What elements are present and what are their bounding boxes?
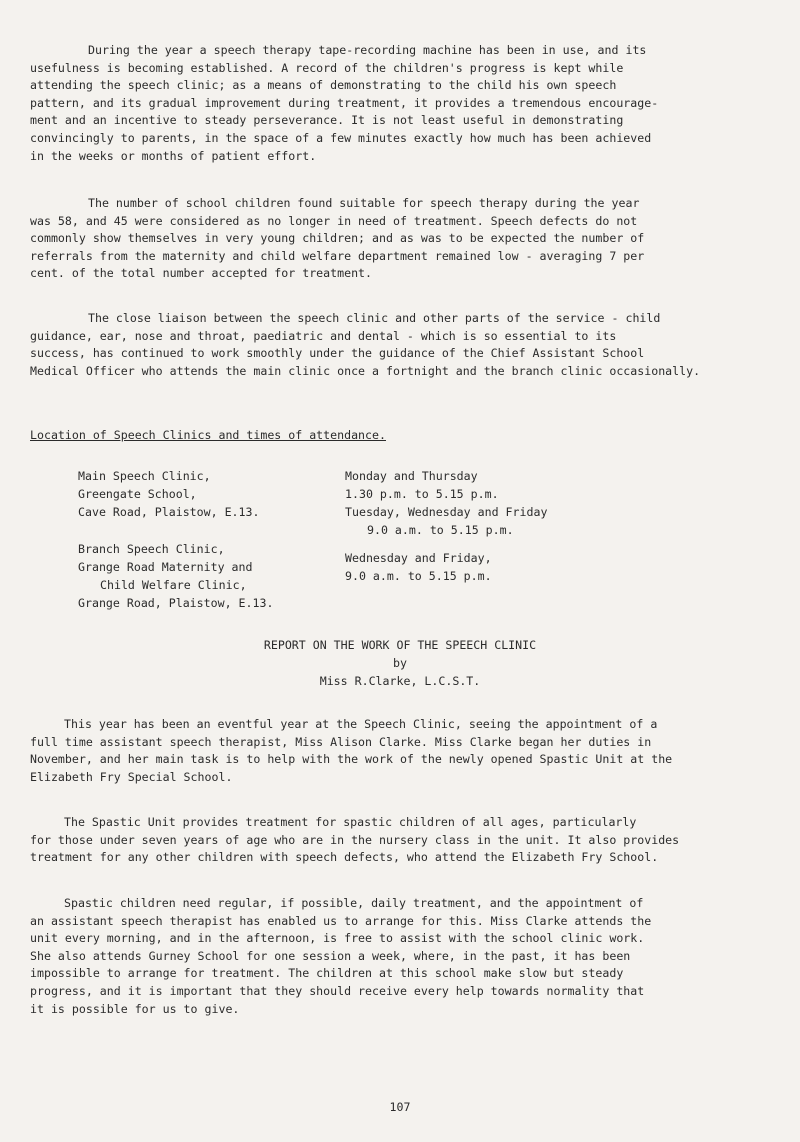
text-line: commonly show themselves in very young children; and as was to be expected the number of xyxy=(30,231,645,246)
text-line: Medical Officer who attends the main clinic once a fortnight and the branch clinic occasionally. xyxy=(30,363,701,378)
text-line: convincingly to parents, in the space of a few minutes exactly how much has been achieved xyxy=(30,130,652,145)
text-line: Cave Road, Plaistow, E.13. xyxy=(78,505,260,519)
page-number: 107 xyxy=(389,1100,411,1114)
paragraph-tape-recording xyxy=(30,42,770,165)
text-line: full time assistant speech therapist, Miss Alison Clarke. Miss Clarke began her duties in xyxy=(30,734,652,749)
text-line: 1.30 p.m. to 5.15 p.m. xyxy=(345,487,499,501)
main-clinic-times xyxy=(345,467,547,539)
branch-clinic-times xyxy=(345,549,492,585)
text-line: Main Speech Clinic, xyxy=(78,469,211,483)
branch-clinic-address xyxy=(78,540,273,612)
text-line: progress, and it is important that they should receive every help towards normality that xyxy=(30,983,645,998)
text-line: Spastic children need regular, if possible, daily treatment, and the appointment of xyxy=(64,896,644,910)
text-line: The number of school children found suitable for speech therapy during the year xyxy=(88,196,640,210)
text-line: Branch Speech Clinic, xyxy=(78,542,225,556)
text-line: treatment for any other children with speech defects, who attend the Elizabeth Fry School. xyxy=(30,850,659,865)
text-line: it is possible for us to give. xyxy=(30,1001,240,1016)
text-line: The close liaison between the speech clinic and other parts of the service - child xyxy=(88,311,661,325)
text-line: for those under seven years of age who are in the nursery class in the unit. It also provides xyxy=(30,832,680,847)
text-line: Grange Road Maternity and xyxy=(78,560,253,574)
paragraph-spastic-unit xyxy=(30,814,770,867)
text-line: ment and an incentive to steady perseverance. It is not least useful in demonstrating xyxy=(30,113,624,128)
text-line: Greengate School, xyxy=(78,487,197,501)
text-line: cent. of the total number accepted for treatment. xyxy=(30,266,373,281)
report-title: REPORT ON THE WORK OF THE SPEECH CLINIC xyxy=(263,638,537,652)
text-line: an assistant speech therapist has enabled us to arrange for this. Miss Clarke attends the xyxy=(30,913,652,928)
text-line: guidance, ear, nose and throat, paediatric and dental - which is so essential to its xyxy=(30,328,617,343)
text-line: November, and her main task is to help with the work of the newly opened Spastic Unit at the xyxy=(30,752,673,767)
text-line: referrals from the maternity and child welfare department remained low - averaging 7 per xyxy=(30,248,645,263)
location-heading: Location of Speech Clinics and times of attendance. xyxy=(30,428,386,442)
text-line: During the year a speech therapy tape-recording machine has been in use, and its xyxy=(88,43,647,57)
text-line: was 58, and 45 were considered as no longer in need of treatment. Speech defects do not xyxy=(30,213,638,228)
text-line: Grange Road, Plaistow, E.13. xyxy=(78,596,274,610)
text-line: attending the speech clinic; as a means of demonstrating to the child his own speech xyxy=(30,78,617,93)
report-author: Miss R.Clarke, L.C.S.T. xyxy=(319,674,481,688)
text-line: 9.0 a.m. to 5.15 p.m. xyxy=(345,569,492,583)
text-line: usefulness is becoming established. A record of the children's progress is kept while xyxy=(30,60,624,75)
paragraph-school-children xyxy=(30,195,770,283)
main-clinic-address xyxy=(78,467,259,521)
text-line: impossible to arrange for treatment. The children at this school make slow but steady xyxy=(30,966,624,981)
text-line: in the weeks or months of patient effort. xyxy=(30,148,317,163)
report-by: by xyxy=(393,656,407,670)
text-line: pattern, and its gradual improvement during treatment, it provides a tremendous encourage- xyxy=(30,95,659,110)
text-line: This year has been an eventful year at the Speech Clinic, seeing the appointment of a xyxy=(64,717,658,731)
paragraph-spastic-children xyxy=(30,895,770,1018)
text-line: The Spastic Unit provides treatment for spastic children of all ages, particularly xyxy=(64,815,637,829)
text-line: Child Welfare Clinic, xyxy=(100,578,247,592)
paragraph-eventful-year xyxy=(30,716,770,786)
paragraph-liaison xyxy=(30,310,770,380)
text-line: 9.0 a.m. to 5.15 p.m. xyxy=(367,523,514,537)
text-line: success, has continued to work smoothly under the guidance of the Chief Assistant School xyxy=(30,346,645,361)
text-line: Elizabeth Fry Special School. xyxy=(30,769,233,784)
text-line: She also attends Gurney School for one session a week, where, in the past, it has been xyxy=(30,948,631,963)
text-line: Wednesday and Friday, xyxy=(345,551,492,565)
text-line: Tuesday, Wednesday and Friday xyxy=(345,505,548,519)
text-line: unit every morning, and in the afternoon, is free to assist with the school clinic work. xyxy=(30,931,645,946)
text-line: Monday and Thursday xyxy=(345,469,478,483)
